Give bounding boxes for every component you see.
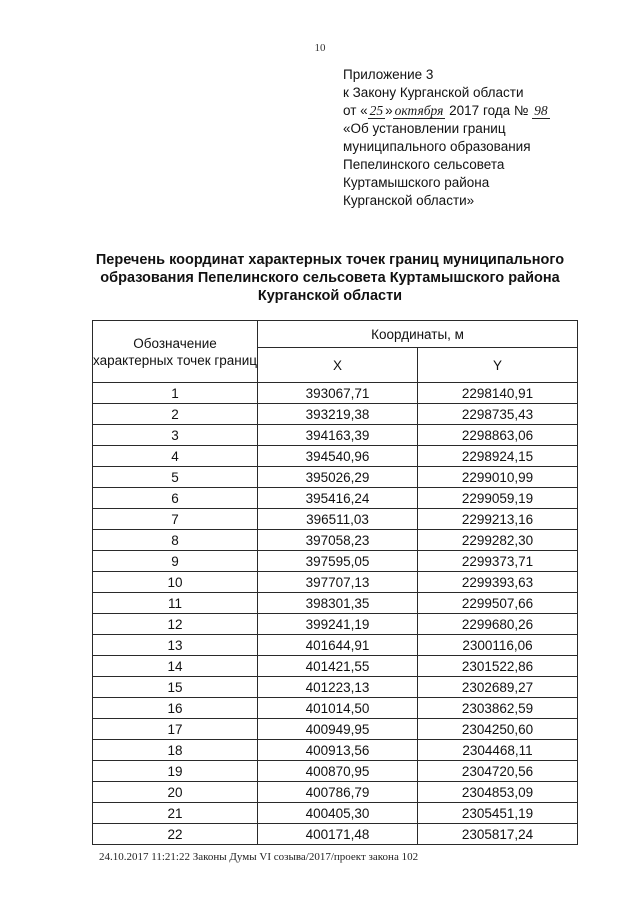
table-row bbox=[93, 719, 578, 740]
date-year: 2017 года № bbox=[449, 103, 529, 118]
point-number-cell: 8 bbox=[93, 530, 258, 551]
table-row bbox=[93, 656, 578, 677]
handwritten-month: октября bbox=[394, 103, 444, 118]
y-coordinate-cell: 2299213,16 bbox=[417, 509, 577, 530]
appendix-law-title-1: «Об установлении границ bbox=[343, 121, 506, 136]
appendix-title: Приложение 3 bbox=[343, 67, 434, 82]
table-row bbox=[93, 404, 578, 425]
x-coordinate-cell: 395416,24 bbox=[258, 488, 418, 509]
table-row bbox=[93, 530, 578, 551]
date-mid: » bbox=[385, 103, 393, 118]
appendix-law-title-5: Курганской области» bbox=[343, 193, 475, 208]
document-title bbox=[80, 251, 580, 305]
x-coordinate-cell: 393067,71 bbox=[258, 383, 418, 404]
point-number-cell: 1 bbox=[93, 383, 258, 404]
y-coordinate-cell: 2299507,66 bbox=[417, 593, 577, 614]
y-coordinate-cell: 2298863,06 bbox=[417, 425, 577, 446]
y-coordinate-cell: 2299373,71 bbox=[417, 551, 577, 572]
x-coordinate-cell: 400405,30 bbox=[258, 803, 418, 824]
x-coordinate-cell: 395026,29 bbox=[258, 467, 418, 488]
footer-stamp: 24.10.2017 11:21:22 Законы Думы VI созыва/2017/проект закона 102 bbox=[99, 851, 419, 863]
table-row bbox=[93, 467, 578, 488]
y-coordinate-cell: 2305451,19 bbox=[417, 803, 577, 824]
y-coordinate-cell: 2299059,19 bbox=[417, 488, 577, 509]
y-coordinate-cell: 2299010,99 bbox=[417, 467, 577, 488]
x-coordinate-cell: 400171,48 bbox=[258, 824, 418, 845]
y-coordinate-cell: 2298924,15 bbox=[417, 446, 577, 467]
point-number-cell: 6 bbox=[93, 488, 258, 509]
appendix-law-title-3: Пепелинского сельсовета bbox=[343, 157, 505, 172]
x-coordinate-cell: 399241,19 bbox=[258, 614, 418, 635]
point-number-cell: 10 bbox=[93, 572, 258, 593]
x-coordinate-cell: 398301,35 bbox=[258, 593, 418, 614]
x-coordinate-cell: 394540,96 bbox=[258, 446, 418, 467]
y-coordinate-cell: 2298140,91 bbox=[417, 383, 577, 404]
x-coordinate-cell: 401223,13 bbox=[258, 677, 418, 698]
handwritten-law-number: 98 bbox=[534, 103, 548, 118]
appendix-law-title-2: муниципального образования bbox=[343, 139, 531, 154]
coordinates-header: Координаты, м bbox=[258, 321, 578, 348]
point-number-cell: 5 bbox=[93, 467, 258, 488]
y-coordinate-cell: 2305817,24 bbox=[417, 824, 577, 845]
coordinates-table bbox=[92, 320, 578, 845]
point-number-cell: 21 bbox=[93, 803, 258, 824]
point-number-cell: 3 bbox=[93, 425, 258, 446]
table-row bbox=[93, 761, 578, 782]
x-coordinate-cell: 401421,55 bbox=[258, 656, 418, 677]
point-number-cell: 16 bbox=[93, 698, 258, 719]
table-row bbox=[93, 635, 578, 656]
point-number-cell: 9 bbox=[93, 551, 258, 572]
appendix-law-ref: к Закону Курганской области bbox=[343, 85, 524, 100]
x-coordinate-cell: 393219,38 bbox=[258, 404, 418, 425]
y-coordinate-cell: 2303862,59 bbox=[417, 698, 577, 719]
table-row bbox=[93, 509, 578, 530]
table-row bbox=[93, 572, 578, 593]
y-column-header: Y bbox=[417, 348, 577, 383]
point-number-cell: 4 bbox=[93, 446, 258, 467]
x-coordinate-cell: 401014,50 bbox=[258, 698, 418, 719]
x-coordinate-cell: 397707,13 bbox=[258, 572, 418, 593]
y-coordinate-cell: 2301522,86 bbox=[417, 656, 577, 677]
point-number-cell: 13 bbox=[93, 635, 258, 656]
table-row bbox=[93, 782, 578, 803]
appendix-date-line bbox=[343, 102, 633, 120]
table-row bbox=[93, 803, 578, 824]
y-coordinate-cell: 2299393,63 bbox=[417, 572, 577, 593]
x-coordinate-cell: 400786,79 bbox=[258, 782, 418, 803]
x-coordinate-cell: 400949,95 bbox=[258, 719, 418, 740]
point-number-cell: 12 bbox=[93, 614, 258, 635]
date-prefix: от « bbox=[343, 103, 368, 118]
point-number-cell: 18 bbox=[93, 740, 258, 761]
table-row bbox=[93, 551, 578, 572]
point-number-cell: 22 bbox=[93, 824, 258, 845]
table-row bbox=[93, 824, 578, 845]
point-label-header: Обозначение характерных точек границ bbox=[93, 321, 258, 383]
x-coordinate-cell: 394163,39 bbox=[258, 425, 418, 446]
point-number-cell: 14 bbox=[93, 656, 258, 677]
x-coordinate-cell: 401644,91 bbox=[258, 635, 418, 656]
point-number-cell: 7 bbox=[93, 509, 258, 530]
y-coordinate-cell: 2304468,11 bbox=[417, 740, 577, 761]
y-coordinate-cell: 2300116,06 bbox=[417, 635, 577, 656]
coordinates-table-body bbox=[93, 383, 578, 845]
y-coordinate-cell: 2304250,60 bbox=[417, 719, 577, 740]
point-number-cell: 19 bbox=[93, 761, 258, 782]
point-number-cell: 20 bbox=[93, 782, 258, 803]
title-line-2: образования Пепелинского сельсовета Куртамышского района bbox=[100, 270, 560, 286]
table-row bbox=[93, 425, 578, 446]
y-coordinate-cell: 2299282,30 bbox=[417, 530, 577, 551]
table-row bbox=[93, 593, 578, 614]
y-coordinate-cell: 2304720,56 bbox=[417, 761, 577, 782]
page-number: 10 bbox=[314, 42, 326, 54]
table-row bbox=[93, 383, 578, 404]
x-coordinate-cell: 397595,05 bbox=[258, 551, 418, 572]
title-line-1: Перечень координат характерных точек границ муниципального bbox=[95, 252, 565, 268]
y-coordinate-cell: 2302689,27 bbox=[417, 677, 577, 698]
y-coordinate-cell: 2304853,09 bbox=[417, 782, 577, 803]
point-number-cell: 15 bbox=[93, 677, 258, 698]
point-number-cell: 11 bbox=[93, 593, 258, 614]
x-coordinate-cell: 400913,56 bbox=[258, 740, 418, 761]
y-coordinate-cell: 2299680,26 bbox=[417, 614, 577, 635]
title-line-3: Курганской области bbox=[257, 288, 403, 304]
table-row bbox=[93, 488, 578, 509]
table-row bbox=[93, 677, 578, 698]
table-row bbox=[93, 698, 578, 719]
x-column-header: X bbox=[258, 348, 418, 383]
x-coordinate-cell: 397058,23 bbox=[258, 530, 418, 551]
appendix-law-title-4: Куртамышского района bbox=[343, 175, 490, 190]
table-row bbox=[93, 740, 578, 761]
x-coordinate-cell: 396511,03 bbox=[258, 509, 418, 530]
x-coordinate-cell: 400870,95 bbox=[258, 761, 418, 782]
table-row bbox=[93, 446, 578, 467]
appendix-header bbox=[343, 66, 633, 210]
point-number-cell: 17 bbox=[93, 719, 258, 740]
handwritten-day: 25 bbox=[369, 103, 384, 118]
table-row bbox=[93, 614, 578, 635]
point-number-cell: 2 bbox=[93, 404, 258, 425]
y-coordinate-cell: 2298735,43 bbox=[417, 404, 577, 425]
